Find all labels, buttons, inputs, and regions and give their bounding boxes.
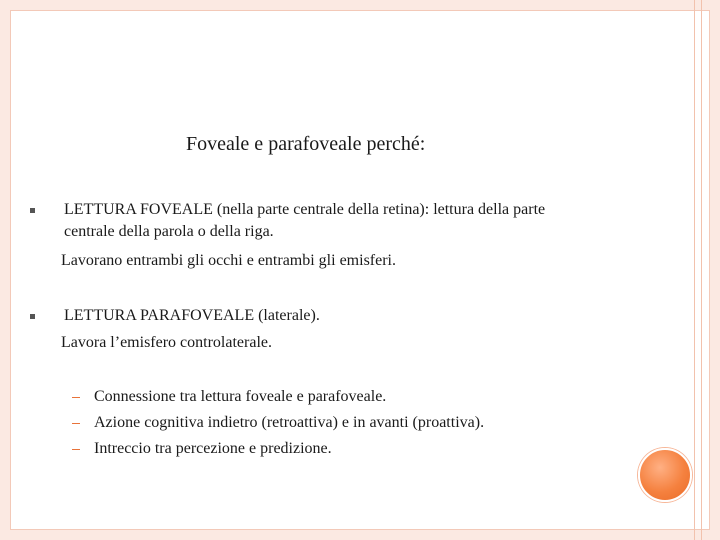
bullet-1-line-2: centrale della parola o della riga.: [64, 223, 274, 240]
bullet-2-note: Lavora l’emisfero controlaterale.: [61, 334, 272, 351]
bullet-1-note: Lavorano entrambi gli occhi e entrambi gli emisferi.: [61, 252, 396, 269]
slide-title: Foveale e parafoveale perché:: [186, 133, 426, 155]
sub-item-2: Azione cognitiva indietro (retroattiva) e in avanti (proattiva).: [94, 414, 485, 431]
sub-item-dash-3: [72, 449, 80, 450]
decor-line-right: [701, 0, 702, 540]
sub-item-3: Intreccio tra percezione e predizione.: [94, 440, 332, 457]
decor-line-left: [694, 0, 695, 540]
bullet-1-line-1: LETTURA FOVEALE (nella parte centrale della retina): lettura della parte: [64, 201, 546, 218]
bullet-marker-1: [30, 208, 35, 213]
bullet-2-line-1: LETTURA PARAFOVEALE (laterale).: [64, 307, 320, 324]
decor-circle: [638, 448, 692, 502]
sub-item-1: Connessione tra lettura foveale e parafoveale.: [94, 388, 387, 405]
sub-item-dash-2: [72, 423, 80, 424]
sub-item-dash-1: [72, 397, 80, 398]
bullet-marker-2: [30, 314, 35, 319]
